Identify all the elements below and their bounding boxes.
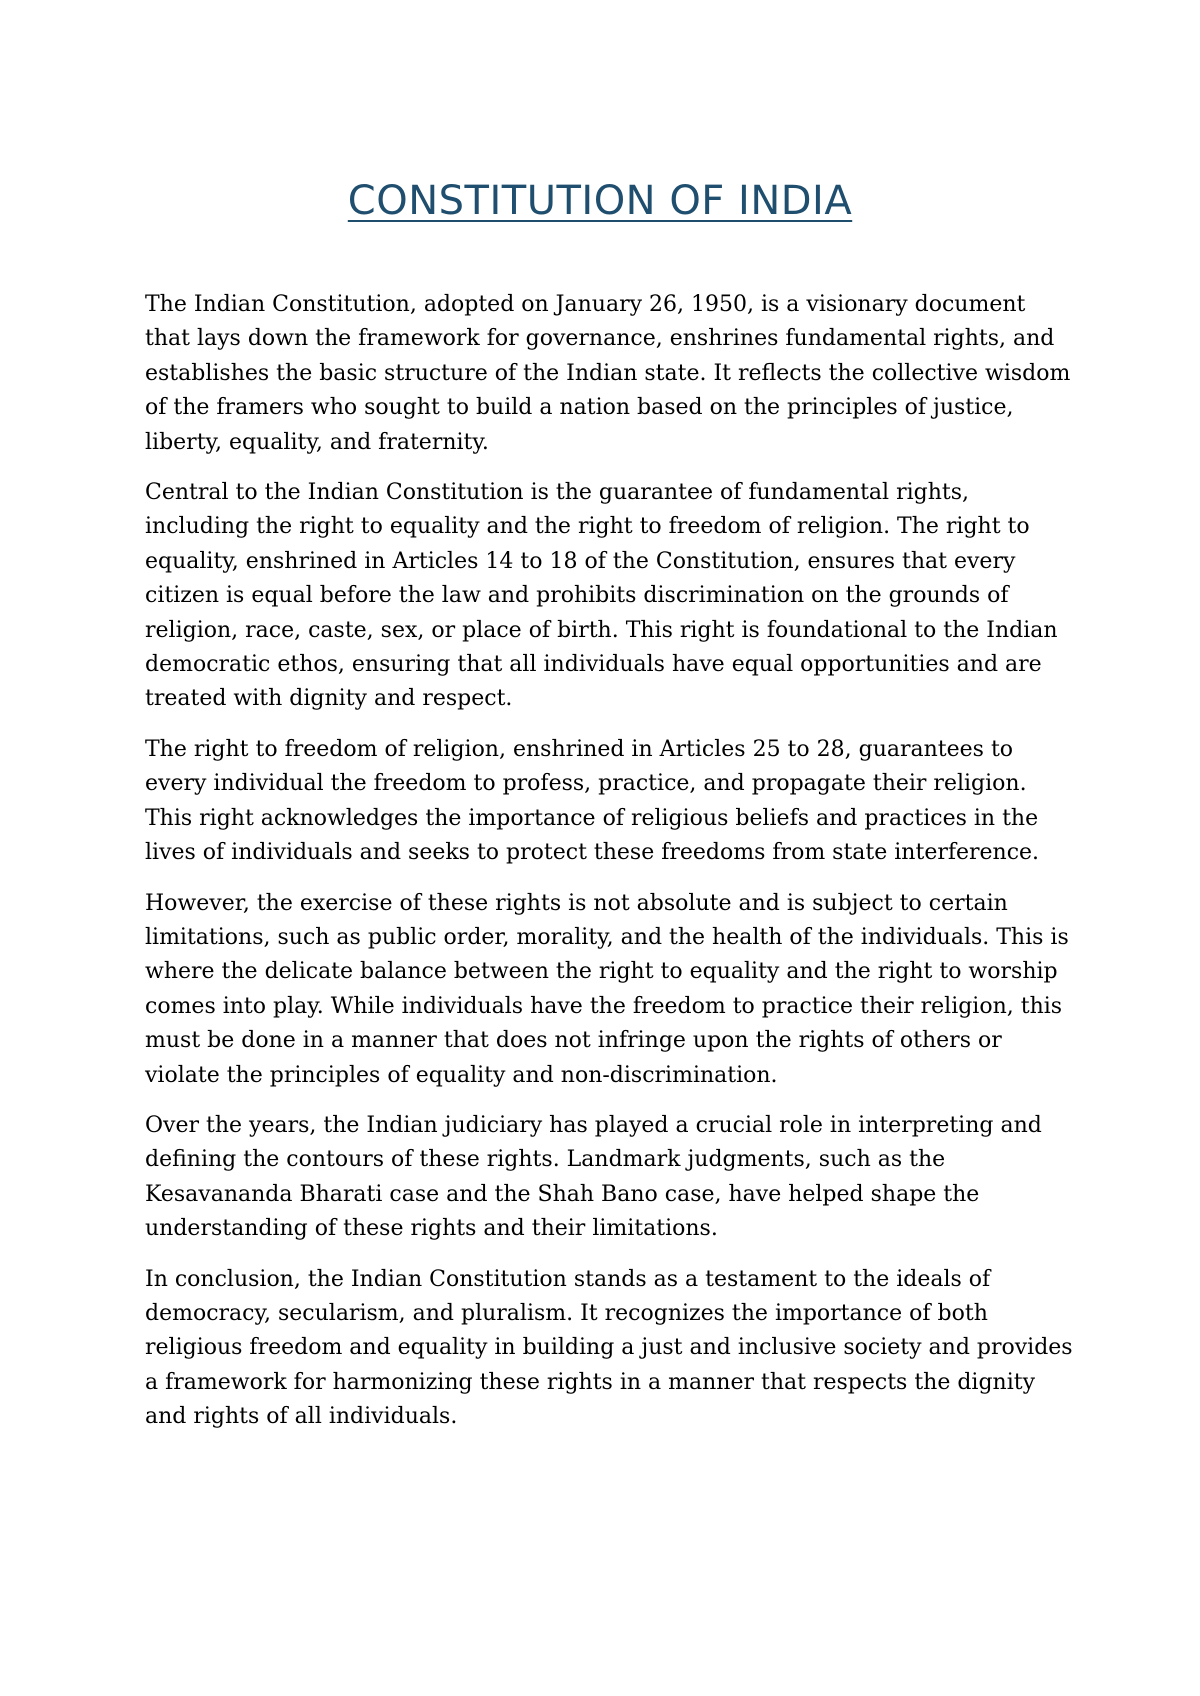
document-body (145, 288, 1075, 1451)
paragraph-intro: The Indian Constitution, adopted on January 26, 1950, is a visionary document that lays down the framework for governance, enshrines fundamental rights, and establishes the basic structure of the Indian state. It reflects the collective wisdom of the framers who sought to build a nation based on the principles of justice, liberty, equality, and fraternity. (145, 292, 1071, 455)
paragraph-judiciary: Over the years, the Indian judiciary has played a crucial role in interpreting and defining the contours of these rights. Landmark judgments, such as the Kesavananda Bharati case and the Shah Bano case, have helped shape the understanding of these rights and their limitations. (145, 1112, 1042, 1242)
document-title: CONSTITUTION OF INDIA (347, 178, 853, 224)
paragraph-freedom-of-religion: The right to freedom of religion, enshrined in Articles 25 to 28, guarantees to every individual the freedom to profess, practice, and propagate their religion. This right acknowledges the importance of religious beliefs and practices in the lives of individuals and seeks to protect these freedoms from state interference. (145, 736, 1040, 866)
paragraph-conclusion: In conclusion, the Indian Constitution stands as a testament to the ideals of democracy, secularism, and pluralism. It recognizes the importance of both religious freedom and equality in building a just and inclusive society and provides a framework for harmonizing these rights in a manner that respects the dignity and rights of all individuals. (145, 1266, 1073, 1430)
paragraph-fundamental-rights: Central to the Indian Constitution is the guarantee of fundamental rights, including the right to equality and the right to freedom of religion. The right to equality, enshrined in Articles 14 to 18 of the Constitution, ensures that every citizen is equal before the law and prohibits discrimination on the grounds of religion, race, caste, sex, or place of birth. This right is foundational to the Indian democratic ethos, ensuring that all individuals have equal opportunities and are treated with dignity and respect. (145, 480, 1058, 712)
paragraph-limitations: However, the exercise of these rights is not absolute and is subject to certain limitations, such as public order, morality, and the health of the individuals. This is where the delicate balance between the right to equality and the right to worship comes into play. While individuals have the freedom to practice their religion, this must be done in a manner that does not infringe upon the rights of others or violate the principles of equality and non-discrimination. (145, 890, 1069, 1088)
